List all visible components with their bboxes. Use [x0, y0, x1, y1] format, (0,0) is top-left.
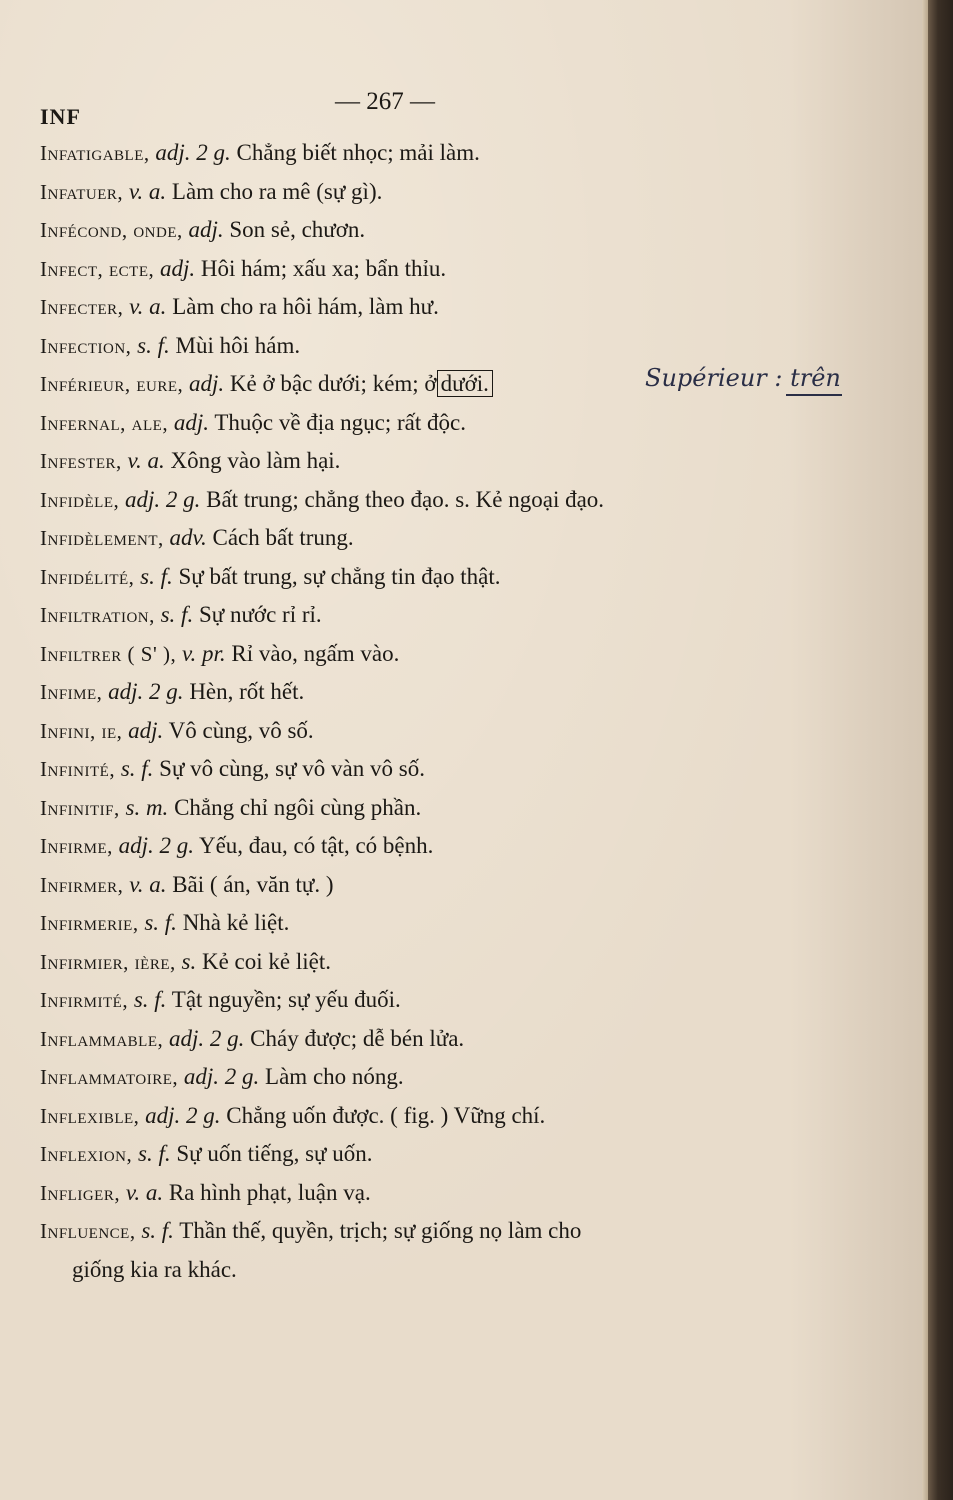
- definition: Sự vô cùng, sự vô vàn vô số.: [159, 756, 425, 781]
- definition: Thần thế, quyền, trịch; sự giống nọ làm cho: [179, 1218, 582, 1243]
- definition: Cách bất trung.: [212, 525, 354, 550]
- part-of-speech: adj. 2 g.: [118, 833, 195, 858]
- entry-infernal: [40, 404, 780, 443]
- entry-infirmite: [40, 981, 780, 1020]
- entry-infection: [40, 327, 780, 366]
- boxed-word: dưới.: [437, 370, 493, 397]
- part-of-speech: adj. 2 g.: [155, 140, 231, 165]
- headword: Inférieur, eure,: [40, 372, 184, 396]
- headword: Infinitif,: [40, 795, 120, 820]
- entry-infidelement: [40, 519, 780, 558]
- part-of-speech: s. f.: [140, 563, 173, 589]
- entry-infinitif: [40, 789, 780, 828]
- part-of-speech: s. f.: [120, 756, 154, 781]
- definition: Bãi ( án, văn tự. ): [172, 871, 334, 897]
- headword: Infidélité,: [40, 564, 135, 589]
- headword: Inflexion,: [40, 1142, 133, 1166]
- part-of-speech: adj.: [188, 217, 224, 242]
- definition: Bất trung; chẳng theo đạo. s. Kẻ ngoại đạo.: [206, 486, 605, 512]
- definition: Ra hình phạt, luận vạ.: [168, 1179, 371, 1205]
- definition: Xông vào làm hại.: [170, 448, 341, 473]
- part-of-speech: adj. 2 g.: [183, 1064, 260, 1089]
- part-of-speech: v. a.: [125, 1179, 164, 1205]
- definition: Chẳng biết nhọc; mải làm.: [236, 140, 480, 165]
- definition: Sự bất trung, sự chẳng tin đạo thật.: [178, 563, 501, 589]
- headword: Inflammatoire,: [40, 1065, 179, 1089]
- margin-note-underline: [786, 394, 842, 396]
- entry-infirmier: [40, 943, 780, 982]
- entry-infester: [40, 442, 780, 481]
- part-of-speech: adj. 2 g.: [145, 1102, 221, 1128]
- book-spine: [928, 0, 953, 1500]
- part-of-speech: s. f.: [141, 1218, 174, 1243]
- part-of-speech: adj.: [173, 409, 209, 435]
- headword: Infirmerie,: [40, 911, 139, 935]
- headword: Inflexible,: [40, 1103, 140, 1128]
- definition: Làm cho ra mê (sự gì).: [171, 178, 383, 204]
- definition: Làm cho nóng.: [265, 1064, 404, 1089]
- entry-infiltrer: [40, 635, 780, 674]
- headword: Infester,: [40, 449, 122, 473]
- definition: Làm cho ra hôi hám, làm hư.: [172, 294, 439, 319]
- definition: Kẻ ở bậc dưới; kém; ở: [229, 371, 437, 396]
- definition: Tật nguyền; sự yếu đuối.: [171, 987, 401, 1012]
- entry-infatigable: [40, 134, 780, 173]
- headword: Infidèlement,: [40, 526, 164, 550]
- entry-inflammable: [40, 1020, 780, 1059]
- entry-inflexion: [40, 1135, 780, 1174]
- definition: Chẳng chỉ ngôi cùng phần.: [174, 794, 422, 820]
- page-number: — 267 —: [335, 88, 435, 115]
- entry-infidelite: [40, 558, 780, 597]
- part-of-speech: v. a.: [127, 448, 165, 473]
- entry-infirmerie: [40, 904, 780, 943]
- entry-infinite: [40, 750, 780, 789]
- headword: Infernal, ale,: [40, 410, 169, 435]
- entry-infirmer: [40, 866, 780, 905]
- entry-infliger: [40, 1174, 780, 1213]
- entry-infiltration: [40, 596, 780, 635]
- headword: Infecter,: [40, 295, 124, 319]
- headword: Influence,: [40, 1219, 136, 1243]
- dictionary-entries: [40, 134, 780, 1289]
- headword: Infection,: [40, 333, 132, 358]
- entry-inflammatoire: [40, 1058, 780, 1097]
- part-of-speech: v. a.: [129, 871, 167, 897]
- entry-infidele: [40, 481, 780, 520]
- part-of-speech: s.: [181, 948, 197, 974]
- entry-infini: [40, 712, 780, 751]
- headword: Infidèle,: [40, 487, 120, 512]
- part-of-speech: s. f.: [138, 1141, 171, 1166]
- handwritten-margin-note: Supérieur : trên: [645, 364, 841, 392]
- part-of-speech: adj. 2 g.: [108, 679, 184, 704]
- entry-infecond: [40, 211, 780, 250]
- headword: Infatigable,: [40, 141, 150, 165]
- definition: Sự nước rỉ rỉ.: [198, 602, 322, 627]
- part-of-speech: s. m.: [125, 794, 169, 820]
- headword: Infirme,: [40, 834, 113, 858]
- part-of-speech: v. pr.: [181, 640, 226, 666]
- definition: Rỉ vào, ngấm vào.: [231, 640, 400, 666]
- definition: Hèn, rốt hết.: [189, 679, 305, 704]
- headword: Infiltrer ( S' ),: [40, 641, 177, 666]
- definition: Mùi hôi hám.: [175, 332, 301, 358]
- headword: Infirmer,: [40, 872, 124, 897]
- definition: Hôi hám; xấu xa; bẩn thỉu.: [200, 255, 447, 281]
- headword: Infirmité,: [40, 988, 129, 1012]
- headword: Infliger,: [40, 1180, 121, 1205]
- part-of-speech: s. f.: [133, 987, 167, 1012]
- entry-infirme: [40, 827, 780, 866]
- definition: Cháy được; dễ bén lửa.: [250, 1025, 465, 1051]
- definition: Sự uốn tiếng, sự uốn.: [176, 1141, 373, 1166]
- definition: Kẻ coi kẻ liệt.: [201, 948, 331, 974]
- definition: Son sẻ, chươn.: [229, 217, 366, 242]
- definition: Thuộc về địa ngục; rất độc.: [214, 409, 466, 435]
- entry-continuation: giống kia ra khác.: [72, 1256, 237, 1282]
- entry-inflexible: [40, 1097, 780, 1136]
- part-of-speech: adj. 2 g.: [169, 1025, 245, 1051]
- headword: Infime,: [40, 680, 103, 704]
- definition: Chẳng uốn được. ( fig. ) Vững chí.: [226, 1102, 546, 1128]
- definition: Nhà kẻ liệt.: [182, 910, 290, 935]
- part-of-speech: s. f.: [144, 910, 177, 935]
- headword: Infinité,: [40, 757, 116, 781]
- entry-influence: [40, 1212, 780, 1251]
- headword: Infiltration,: [40, 603, 155, 627]
- part-of-speech: v. a.: [129, 294, 167, 319]
- part-of-speech: adj.: [128, 717, 164, 743]
- definition: Vô cùng, vô số.: [168, 717, 314, 743]
- headword: Inflammable,: [40, 1026, 164, 1051]
- part-of-speech: s. f.: [160, 602, 194, 627]
- part-of-speech: adj.: [160, 255, 196, 281]
- part-of-speech: adv.: [169, 525, 207, 550]
- headword: Infécond, onde,: [40, 218, 183, 242]
- part-of-speech: s. f.: [137, 332, 170, 358]
- part-of-speech: adj. 2 g.: [124, 486, 201, 512]
- headword: Infirmier, ière,: [40, 949, 176, 974]
- entry-infime: [40, 673, 780, 712]
- part-of-speech: v. a.: [128, 178, 167, 204]
- entry-infect: [40, 250, 780, 289]
- entry-infecter: [40, 288, 780, 327]
- running-head: INF: [40, 104, 81, 129]
- entry-infatuer: [40, 173, 780, 212]
- definition: Yếu, đau, có tật, có bệnh.: [198, 833, 434, 858]
- headword: Infatuer,: [40, 179, 124, 204]
- part-of-speech: adj.: [189, 371, 225, 396]
- headword: Infini, ie,: [40, 718, 123, 743]
- headword: Infect, ecte,: [40, 256, 155, 281]
